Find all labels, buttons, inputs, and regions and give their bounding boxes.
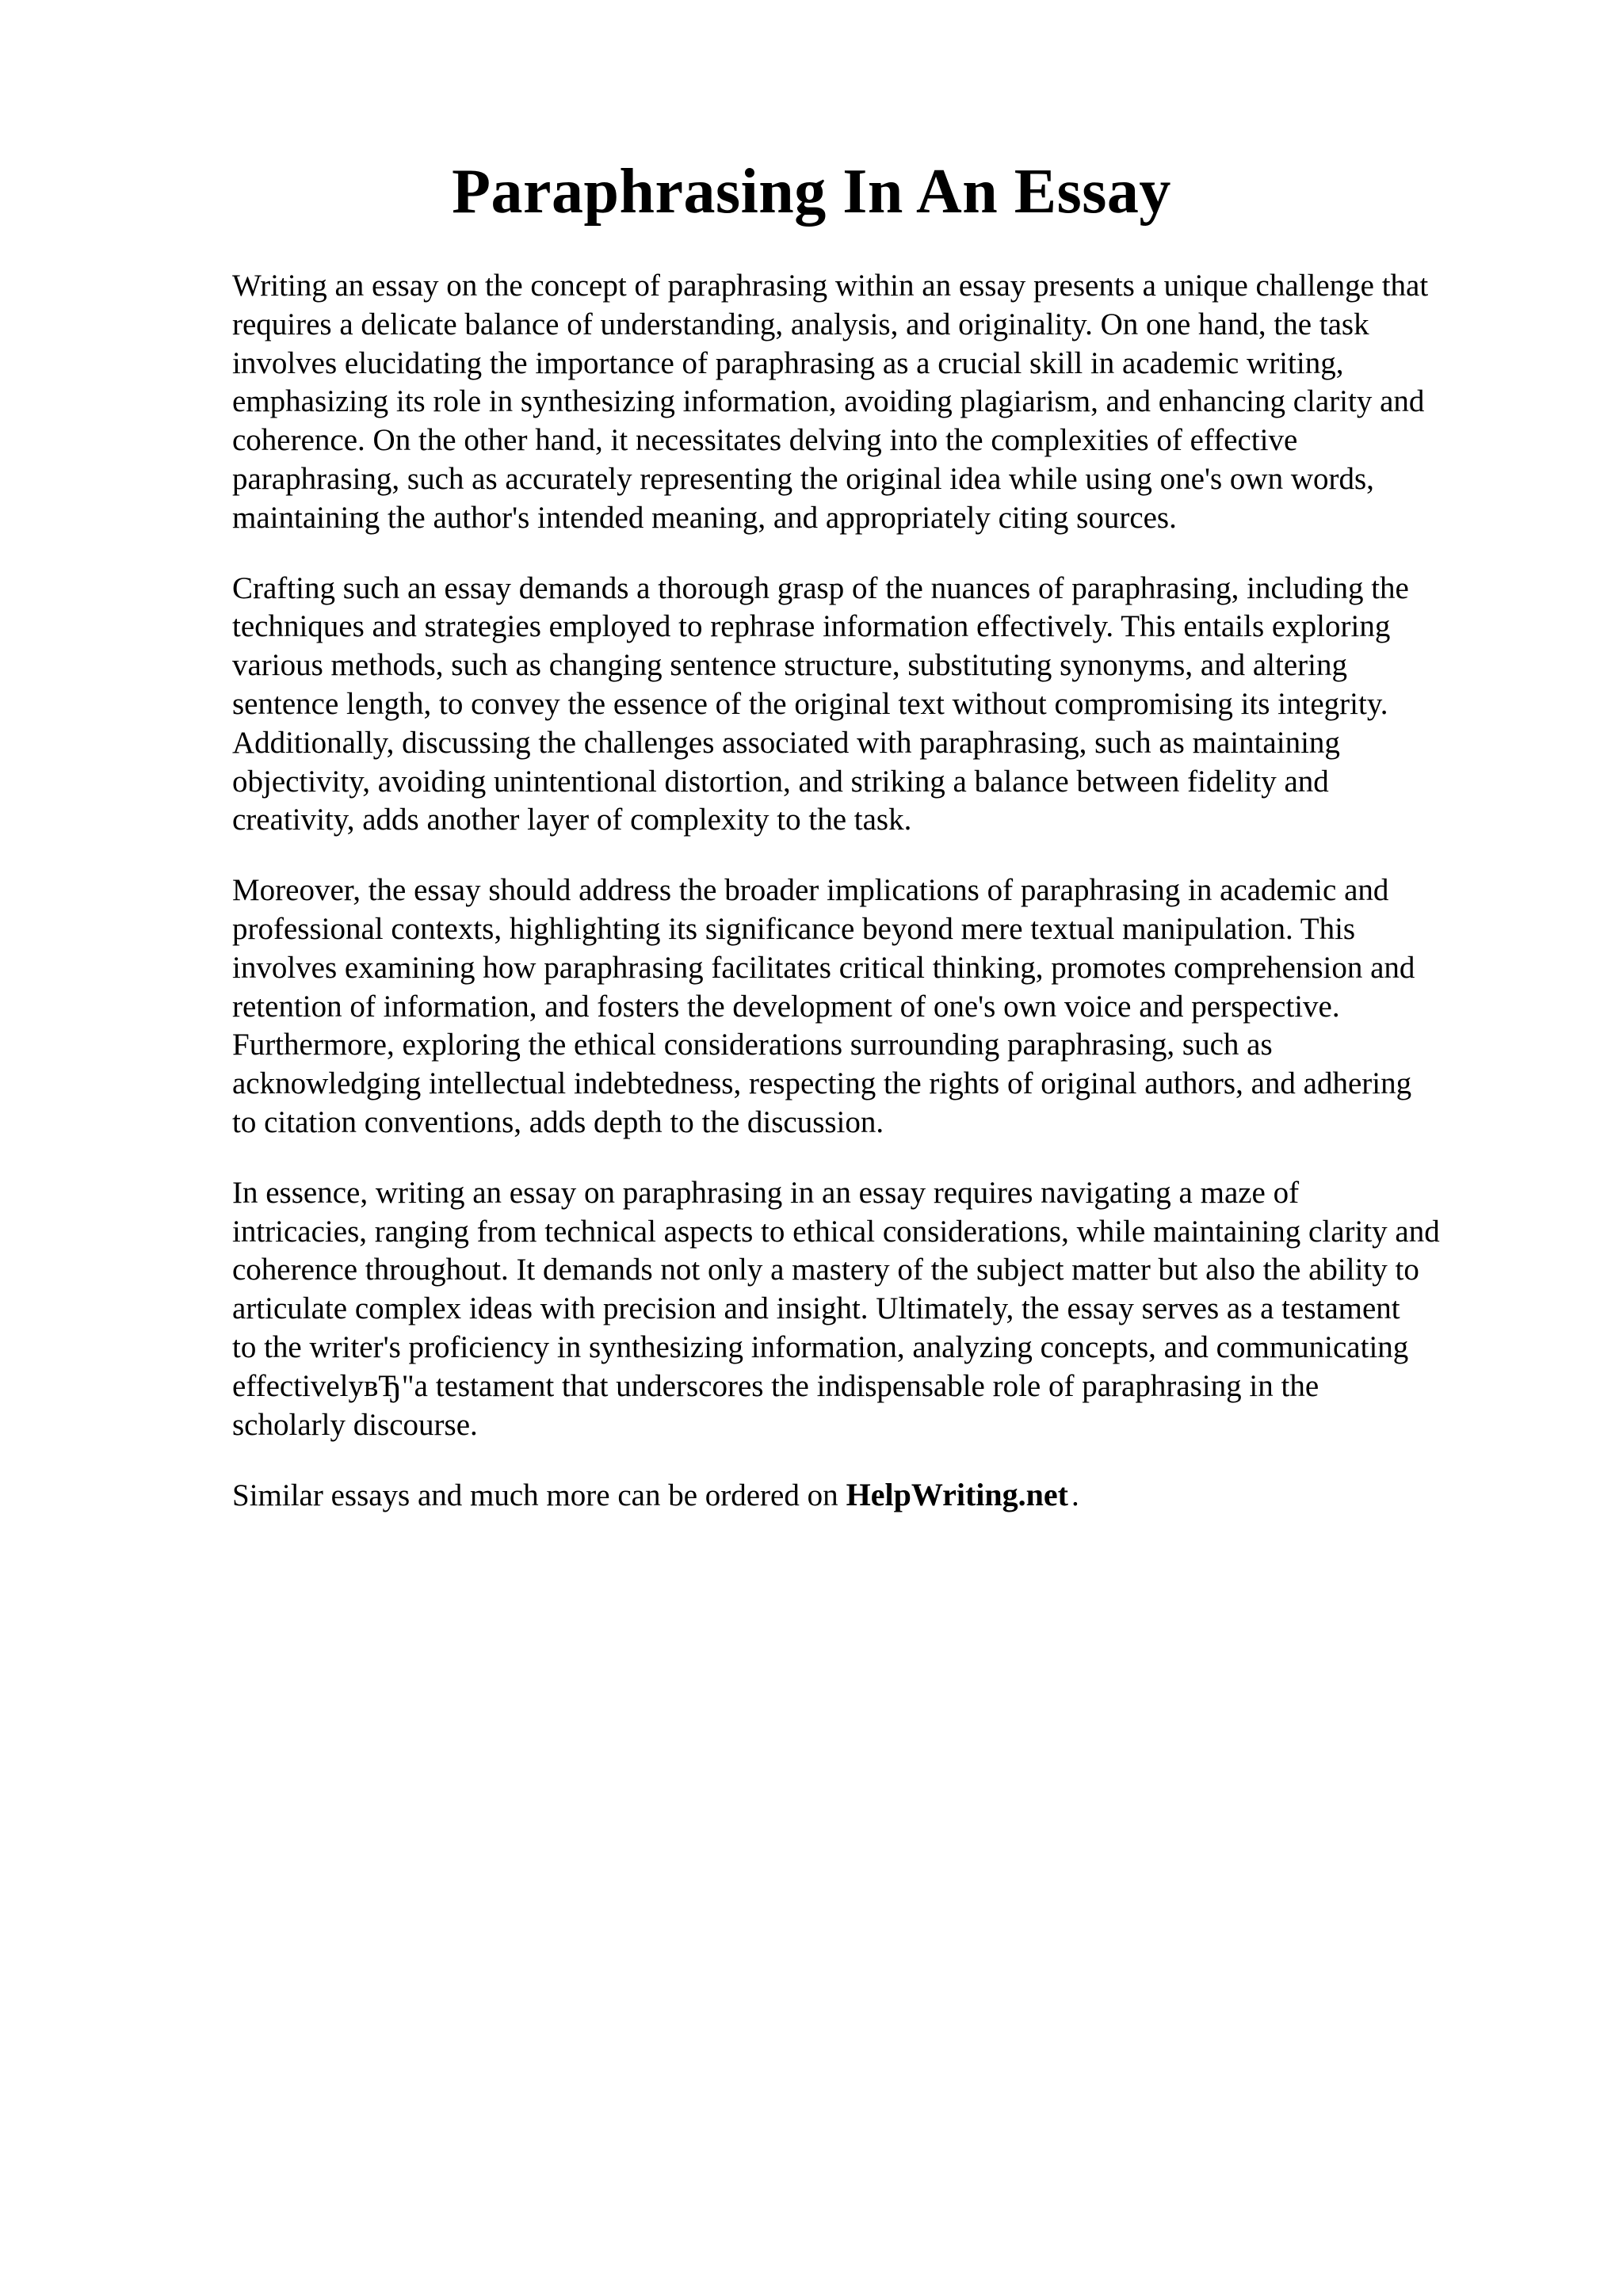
paragraph-line: emphasizing its role in synthesizing information, avoiding plagiarism, and enhancing clarity and (232, 384, 1425, 419)
paragraph-line: maintaining the author's intended meaning, and appropriately citing sources. (232, 500, 1177, 535)
paragraph-line: involves elucidating the importance of paraphrasing as a crucial skill in academic writing, (232, 345, 1344, 380)
helpwriting-link[interactable]: HelpWriting.net (846, 1477, 1068, 1513)
footer-line (232, 1476, 1532, 1516)
paragraph-line: intricacies, ranging from technical aspects to ethical considerations, while maintaining clarity and (232, 1214, 1440, 1249)
paragraph-line: coherence throughout. It demands not only a mastery of the subject matter but also the ability to (232, 1253, 1419, 1287)
paragraph-line: involves examining how paraphrasing facilitates critical thinking, promotes comprehension and (232, 950, 1415, 985)
paragraph-3 (232, 871, 1532, 1142)
paragraph-2 (232, 570, 1532, 841)
paragraph-line: requires a delicate balance of understanding, analysis, and originality. On one hand, the task (232, 307, 1369, 341)
paragraph-line: retention of information, and fosters the development of one's own voice and perspective. (232, 989, 1340, 1024)
paragraph-line: professional contexts, highlighting its significance beyond mere textual manipulation. This (232, 911, 1356, 946)
paragraph-line: creativity, adds another layer of complexity to the task. (232, 803, 912, 837)
paragraph-4 (232, 1174, 1532, 1445)
document-title: Paraphrasing In An Essay (452, 157, 1171, 227)
paragraph-line: to citation conventions, adds depth to the discussion. (232, 1104, 884, 1139)
paragraph-line: Crafting such an essay demands a thorough grasp of the nuances of paraphrasing, including the (232, 570, 1409, 605)
paragraph-line: coherence. On the other hand, it necessitates delving into the complexities of effective (232, 423, 1298, 458)
paragraph-line: Furthermore, exploring the ethical considerations surrounding paraphrasing, such as (232, 1028, 1273, 1062)
paragraph-line: various methods, such as changing sentence structure, substituting synonyms, and altering (232, 648, 1347, 683)
paragraph-line: Additionally, discussing the challenges associated with paraphrasing, such as maintaining (232, 725, 1340, 760)
paragraph-line: acknowledging intellectual indebtedness, respecting the rights of original authors, and adhering (232, 1066, 1412, 1101)
paragraph-line: scholarly discourse. (232, 1407, 478, 1442)
paragraph-1 (232, 267, 1532, 538)
paragraph-line: paraphrasing, such as accurately representing the original idea while using one's own words, (232, 461, 1374, 496)
footer-period: . (1071, 1478, 1079, 1513)
paragraph-line: In essence, writing an essay on paraphrasing in an essay requires navigating a maze of (232, 1175, 1300, 1210)
paragraph-line: to the writer's proficiency in synthesizing information, analyzing concepts, and communicating (232, 1329, 1409, 1364)
paragraph-line: techniques and strategies employed to rephrase information effectively. This entails exploring (232, 609, 1391, 644)
paragraph-line: effectivelyвЂ"a testament that underscores the indispensable role of paraphrasing in the (232, 1368, 1319, 1403)
paragraph-line: Moreover, the essay should address the broader implications of paraphrasing in academic and (232, 873, 1389, 908)
paragraph-line: sentence length, to convey the essence of the original text without compromising its integrity. (232, 686, 1388, 721)
paragraph-line: articulate complex ideas with precision and insight. Ultimately, the essay serves as a testament (232, 1291, 1400, 1326)
paragraph-line: objectivity, avoiding unintentional distortion, and striking a balance between fidelity and (232, 764, 1329, 799)
paragraph-line: Writing an essay on the concept of paraphrasing within an essay presents a unique challenge that (232, 269, 1429, 303)
document-body (232, 267, 1532, 1516)
footer-text: Similar essays and much more can be ordered on (232, 1478, 838, 1513)
